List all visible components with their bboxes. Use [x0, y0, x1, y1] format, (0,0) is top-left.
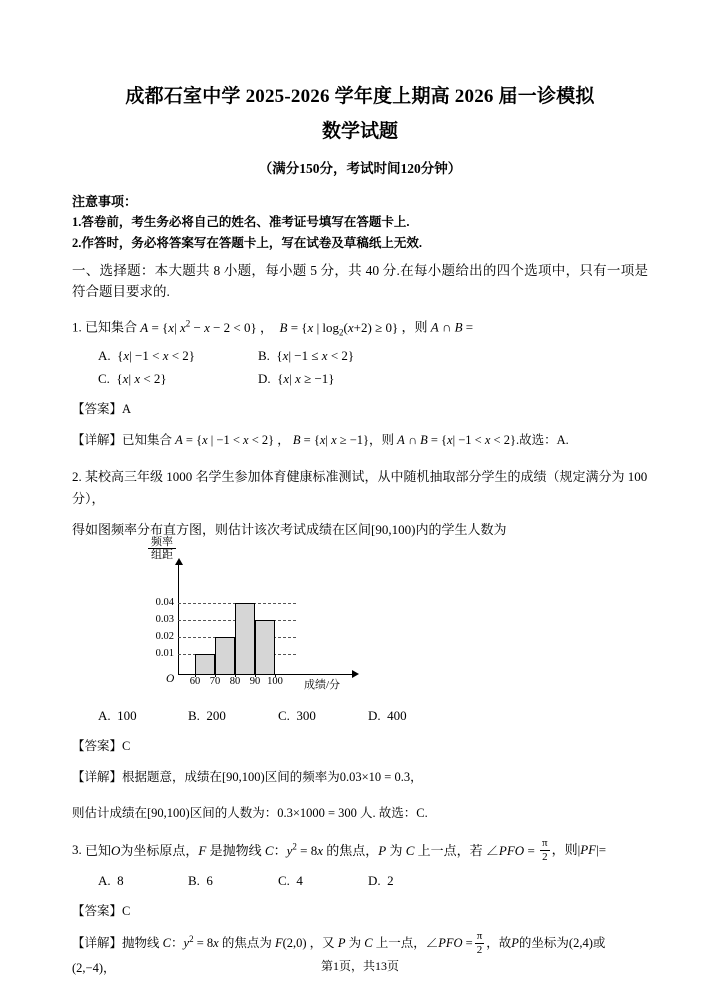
question-2-option-c-text: 300	[296, 707, 316, 723]
question-3-number: 3.	[72, 842, 82, 858]
question-3-options	[72, 873, 648, 889]
question-3-fraction	[540, 837, 550, 863]
question-3-fraction-den: 2	[540, 850, 550, 864]
histogram-bar-70-80	[215, 637, 235, 675]
question-2-explain-text-2: 则估计成绩在[90,100)区间的人数为：0.3×1000 = 300 人. 故选：C.	[72, 805, 428, 820]
histogram-y-axis-label	[148, 536, 176, 561]
question-2-option-a[interactable]	[98, 708, 188, 724]
question-1-explanation: 【详解】已知集合 A = {x | −1 < x < 2} ， B = {x| x ≥ −1}，则 A ∩ B = {x| −1 < x < 2}.故选：A.	[72, 432, 569, 447]
question-2-stem-line2-pre: 得如图频率分布直方图，则估计该次考试成绩在区间	[72, 522, 372, 538]
histogram-xtick-60: 60	[189, 675, 201, 687]
histogram-y-axis-label-den: 组距	[148, 548, 176, 561]
question-3	[72, 838, 648, 864]
notice-heading: 注意事项：	[72, 194, 138, 210]
question-1-option-c-label: C.	[98, 370, 110, 386]
question-2-answer	[72, 736, 648, 754]
question-1-answer-value: A	[122, 401, 132, 416]
question-3-answer	[72, 901, 648, 919]
question-2-explanation-line2	[72, 802, 648, 826]
question-2-answer-value: C	[122, 738, 131, 753]
histogram-xtick-80: 80	[229, 675, 241, 687]
question-2-option-a-label: A.	[98, 707, 111, 723]
question-1-option-a-label: A.	[98, 347, 111, 363]
histogram-origin-label: O	[166, 672, 175, 685]
question-3-option-b-label: B.	[188, 872, 200, 888]
question-3-option-a-label: A.	[98, 872, 111, 888]
histogram-bar-80-90	[235, 603, 255, 675]
question-2-option-d-label: D.	[368, 707, 381, 723]
exam-title-line1: 成都石室中学 2025-2026 学年度上期高 2026 届一诊模拟	[125, 86, 595, 107]
question-3-option-d-text: 2	[387, 872, 394, 888]
question-2	[72, 466, 648, 512]
question-3-option-a[interactable]	[98, 873, 188, 889]
question-1-option-d[interactable]: D. {x| x ≥ −1}	[258, 370, 335, 386]
question-1-option-c[interactable]: C. {x| x < 2}	[98, 370, 167, 386]
question-1-set-b: ， B = {x | $\log_2(x+2) \ge 0$}	[260, 319, 402, 338]
question-2-option-b-label: B.	[188, 707, 200, 723]
histogram-bar-90-100	[255, 620, 275, 675]
question-3-explain-fraction-num: π	[476, 929, 483, 942]
question-2-option-c-label: C.	[278, 707, 290, 723]
question-2-options	[72, 708, 648, 724]
question-2-option-b[interactable]	[188, 708, 278, 724]
question-1-stem-post: ，则 A ∩ B =	[401, 319, 474, 335]
exam-title-line2: 数学试题	[321, 120, 398, 142]
notice-item-1: 1.答卷前，考生务必将自己的姓名、准考证号填写在答题卡上.	[72, 215, 410, 230]
question-3-answer-label: 【答案】	[72, 903, 123, 918]
frequency-histogram	[118, 535, 418, 700]
question-3-option-d-label: D.	[368, 872, 381, 888]
question-3-explain-post: ，故P的坐标为(2,4)或(2,−4)，	[72, 935, 606, 976]
question-3-option-b[interactable]	[188, 873, 278, 889]
question-2-option-b-text: 200	[206, 707, 226, 723]
question-2-interval: [90,100)	[371, 522, 416, 538]
section-heading-choice: 一、选择题：本大题共 8 小题，每小题 5 分，共 40 分.在每小题给出的四个选项中，只有一项是符合题目要求的.	[72, 263, 648, 300]
exam-subtitle: （满分150分，考试时间120分钟）	[258, 161, 462, 177]
question-1	[72, 316, 648, 341]
page-content	[72, 84, 648, 981]
question-3-option-c-text: 4	[296, 872, 303, 888]
question-2-option-d[interactable]	[368, 708, 458, 724]
histogram-x-axis-label: 成绩/分	[304, 678, 341, 691]
question-3-explain-fraction	[475, 930, 485, 956]
histogram-ytick-0.01: 0.01	[155, 647, 174, 659]
question-2-stem-line2-post: 内的学生人数为	[415, 522, 507, 538]
page-footer: 第1页，共13页	[320, 959, 399, 973]
question-3-option-d[interactable]	[368, 873, 458, 889]
question-1-explain-label: 【详解】	[72, 432, 123, 447]
question-3-stem-pre: 已知O为坐标原点，F 是抛物线 C：$y^2 = 8x$ 的焦点，P 为 C 上一点，若 ∠PFO =	[85, 841, 539, 858]
question-1-option-a[interactable]: A. {x| −1 < x < 2}	[98, 347, 196, 363]
histogram-xtick-70: 70	[209, 675, 221, 687]
question-1-set-a: A = {x| $x^2 - x - 2 < 0$}	[140, 318, 260, 335]
question-2-number: 2.	[72, 468, 82, 484]
histogram-bar-60-70	[195, 654, 215, 675]
question-2-explain-label: 【详解】	[72, 769, 123, 784]
question-1-answer-label: 【答案】	[72, 401, 123, 416]
question-3-stem-post: ，则|PF|=	[551, 842, 607, 858]
question-2-option-c[interactable]	[278, 708, 368, 724]
histogram-ytick-0.04: 0.04	[155, 596, 174, 608]
question-1-option-b-label: B.	[258, 347, 270, 363]
question-2-option-d-text: 400	[387, 707, 407, 723]
question-1-option-b[interactable]: B. {x| −1 ≤ x < 2}	[258, 347, 355, 363]
histogram-ytick-0.03: 0.03	[155, 613, 174, 625]
question-2-option-a-text: 100	[117, 707, 137, 723]
histogram-y-axis	[178, 564, 179, 674]
question-2-stem-line1: 某校高三年级 1000 名学生参加体育健康标准测试，从中随机抽取部分学生的成绩（规定满分为 100 分），	[72, 468, 648, 507]
question-2-explain-text-1: 根据题意，成绩在[90,100)区间的频率为0.03×10 = 0.3，	[122, 769, 423, 784]
question-3-option-b-text: 6	[206, 872, 213, 888]
histogram-xtick-90: 90	[249, 675, 261, 687]
histogram-ytick-0.02: 0.02	[155, 630, 174, 642]
question-1-options-2	[72, 371, 648, 387]
question-3-answer-value: C	[122, 903, 131, 918]
question-3-option-c-label: C.	[278, 872, 290, 888]
question-3-option-a-text: 8	[117, 872, 124, 888]
question-1-options	[72, 348, 648, 364]
question-3-fraction-num: π	[542, 837, 548, 850]
question-2-answer-label: 【答案】	[72, 738, 123, 753]
question-1-number: 1.	[72, 319, 82, 335]
question-1-answer	[72, 399, 648, 417]
question-1-stem-pre: 已知集合	[85, 319, 138, 335]
notice-item-2: 2.作答时，务必将答案写在答题卡上，写在试卷及草稿纸上无效.	[72, 236, 423, 251]
question-2-explanation-line1	[72, 766, 648, 790]
question-3-explain-label: 【详解】	[72, 935, 123, 950]
histogram-xtick-100: 100	[267, 675, 283, 687]
question-3-explain-pre: 抛物线 C：$y^2 = 8x$ 的焦点为 F(2,0) ，又 P 为 C 上一点，∠PFO =	[122, 933, 473, 950]
question-1-option-d-label: D.	[258, 370, 271, 386]
question-3-option-c[interactable]	[278, 873, 368, 889]
question-3-explain-fraction-den: 2	[475, 943, 485, 957]
histogram-y-axis-label-num: 频率	[151, 535, 173, 548]
